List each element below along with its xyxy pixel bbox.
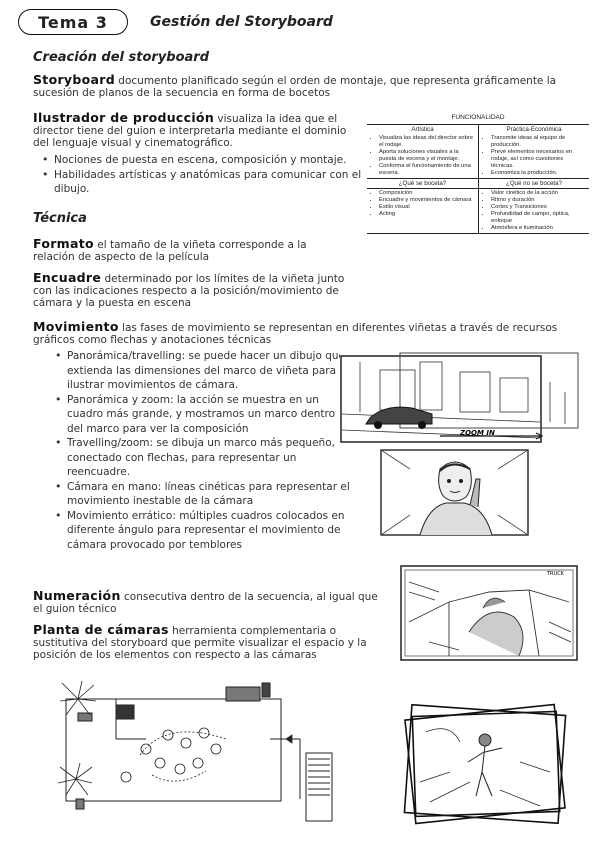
sketch-movimiento-erratico xyxy=(390,692,580,837)
funcionalidad-title: FUNCIONALIDAD xyxy=(451,114,505,121)
list-item: • Atmósfera e iluminación xyxy=(491,225,586,232)
list-item: • Cámara en mano: líneas cinéticas para representar el movimiento inestable de la cámara xyxy=(67,480,352,509)
list-item: • Panorámica y zoom: la acción se muestra en un cuadro más grande, y mostramos un marco dentro del marco para ver la composición xyxy=(67,393,352,437)
list-item: • Transmite ideas al equipo de producción. xyxy=(491,135,586,149)
formato-paragraph xyxy=(33,238,348,263)
boceta-body-row xyxy=(367,188,589,234)
list-item: • Aporta soluciones visuales a la puesta de escena y el montaje. xyxy=(379,149,475,163)
col-practica-head: Práctica-Económica xyxy=(478,125,589,134)
encuadre-text: determinado por los límites de la viñeta junto con las indicaciones respecto a la posición/movimiento de cámara y la puesta en escena xyxy=(33,273,345,309)
list-item: • Ritmo y duración xyxy=(491,197,586,204)
heading-tecnica: Técnica xyxy=(33,211,87,226)
tema-badge: Tema 3 xyxy=(18,9,128,35)
list-item: • Nociones de puesta en escena, composición y montaje. xyxy=(54,153,374,168)
sketch-camara-en-mano xyxy=(399,562,581,664)
list-item: • Economiza la producción. xyxy=(491,170,586,177)
list-item: • Habilidades artísticas y anatómicas para comunicar con el dibujo. xyxy=(54,168,374,197)
sketch-travelling-zoom xyxy=(380,449,530,537)
formato-text: el tamaño de la viñeta corresponde a la relación de aspecto de la película xyxy=(33,239,307,263)
heading-creacion: Creación del storyboard xyxy=(33,50,210,65)
que-no-se-boceta-body xyxy=(478,189,589,233)
list-item: • Cortes y Transiciones xyxy=(491,204,586,211)
que-se-boceta-head: ¿Qué se boceta? xyxy=(398,180,447,187)
list-item: • Movimiento errático: múltiples cuadros colocados en diferente ángulo para representar el movimiento de cámara provocado por temblores xyxy=(67,509,352,553)
boceta-header-row xyxy=(367,178,589,188)
zoom-label: ZOOM IN xyxy=(460,429,495,437)
encuadre-paragraph xyxy=(33,272,351,309)
ilustrador-bullets xyxy=(40,153,374,197)
ilustrador-term: Ilustrador de producción xyxy=(33,110,215,125)
que-se-boceta-body xyxy=(367,189,478,233)
que-no-se-boceta-head: ¿Qué no se boceta? xyxy=(478,179,589,188)
list-item: • Conforma el funcionamiento de una escena. xyxy=(379,163,475,177)
movimiento-text: las fases de movimiento se representan en diferentes viñetas a través de recursos gráficos como flechas y anotaciones técnicas xyxy=(33,322,558,346)
list-item: • Profundidad de campo, óptica, enfoque xyxy=(491,211,586,225)
planta-text: herramienta complementaria o sustitutiva del storyboard que permite visualizar el espacio y la posición de los elementos con respecto a las cámaras xyxy=(33,625,367,661)
encuadre-term: Encuadre xyxy=(33,270,102,285)
list-item: • Estilo visual xyxy=(379,204,475,211)
numeracion-term: Numeración xyxy=(33,588,121,603)
list-item: • Visualiza las ideas del director sobre el rodaje. xyxy=(379,135,475,149)
movimiento-paragraph xyxy=(33,321,578,346)
col-artistica-body xyxy=(367,134,478,178)
storyboard-term: Storyboard xyxy=(33,72,115,87)
movimiento-term: Movimiento xyxy=(33,319,119,334)
list-item: • Valor cinético de la acción xyxy=(491,190,586,197)
numeracion-paragraph xyxy=(33,590,378,615)
planta-paragraph xyxy=(33,624,383,661)
col-practica-body xyxy=(478,134,589,178)
sketch-frame-label: TRUCK xyxy=(547,571,564,577)
storyboard-text: documento planificado según el orden de montaje, que representa gráficamente la sucesión de planos de la secuencia en forma de bocetos xyxy=(33,75,557,99)
man-portrait xyxy=(420,462,492,535)
sketch-panoramica-zoom xyxy=(340,352,580,444)
list-item: • Acting xyxy=(379,211,475,218)
page-title: Gestión del Storyboard xyxy=(150,14,333,30)
formato-term: Formato xyxy=(33,236,94,251)
figure-drawing xyxy=(420,729,550,806)
storyboard-paragraph xyxy=(33,74,573,99)
ilustrador-text: visualiza la idea que el director tiene del guion e interpretarla mediante el dominio del lenguaje visual y cinematográfico. xyxy=(33,113,347,149)
ilustrador-paragraph xyxy=(33,112,358,149)
numeracion-text: consecutiva dentro de la secuencia, al igual que el guion técnico xyxy=(33,591,378,615)
funcionalidad-header-row xyxy=(367,124,589,134)
funcionalidad-table xyxy=(367,112,589,234)
list-item: • Panorámica/travelling: se puede hacer un dibujo que extienda las dimensiones del marco de viñeta para ilustrar movimientos de cámara. xyxy=(67,349,352,393)
plant-icon xyxy=(58,681,96,795)
funcionalidad-body-row xyxy=(367,134,589,178)
list-item: • Composición xyxy=(379,190,475,197)
list-item: • Prevé elementos necesarios en rodaje, así como cuestiones técnicas. xyxy=(491,149,586,170)
planta-term: Planta de cámaras xyxy=(33,622,169,637)
list-item: • Encuadre y movimientos de cámara xyxy=(379,197,475,204)
list-item: • Travelling/zoom: se dibuja un marco más pequeño, conectado con flechas, para representar un reencuadre. xyxy=(67,436,352,480)
movimiento-bullets xyxy=(53,349,352,552)
sketch-planta-camaras xyxy=(56,679,336,831)
camera-positions xyxy=(121,728,292,782)
col-artistica-head: Artística xyxy=(411,126,434,133)
